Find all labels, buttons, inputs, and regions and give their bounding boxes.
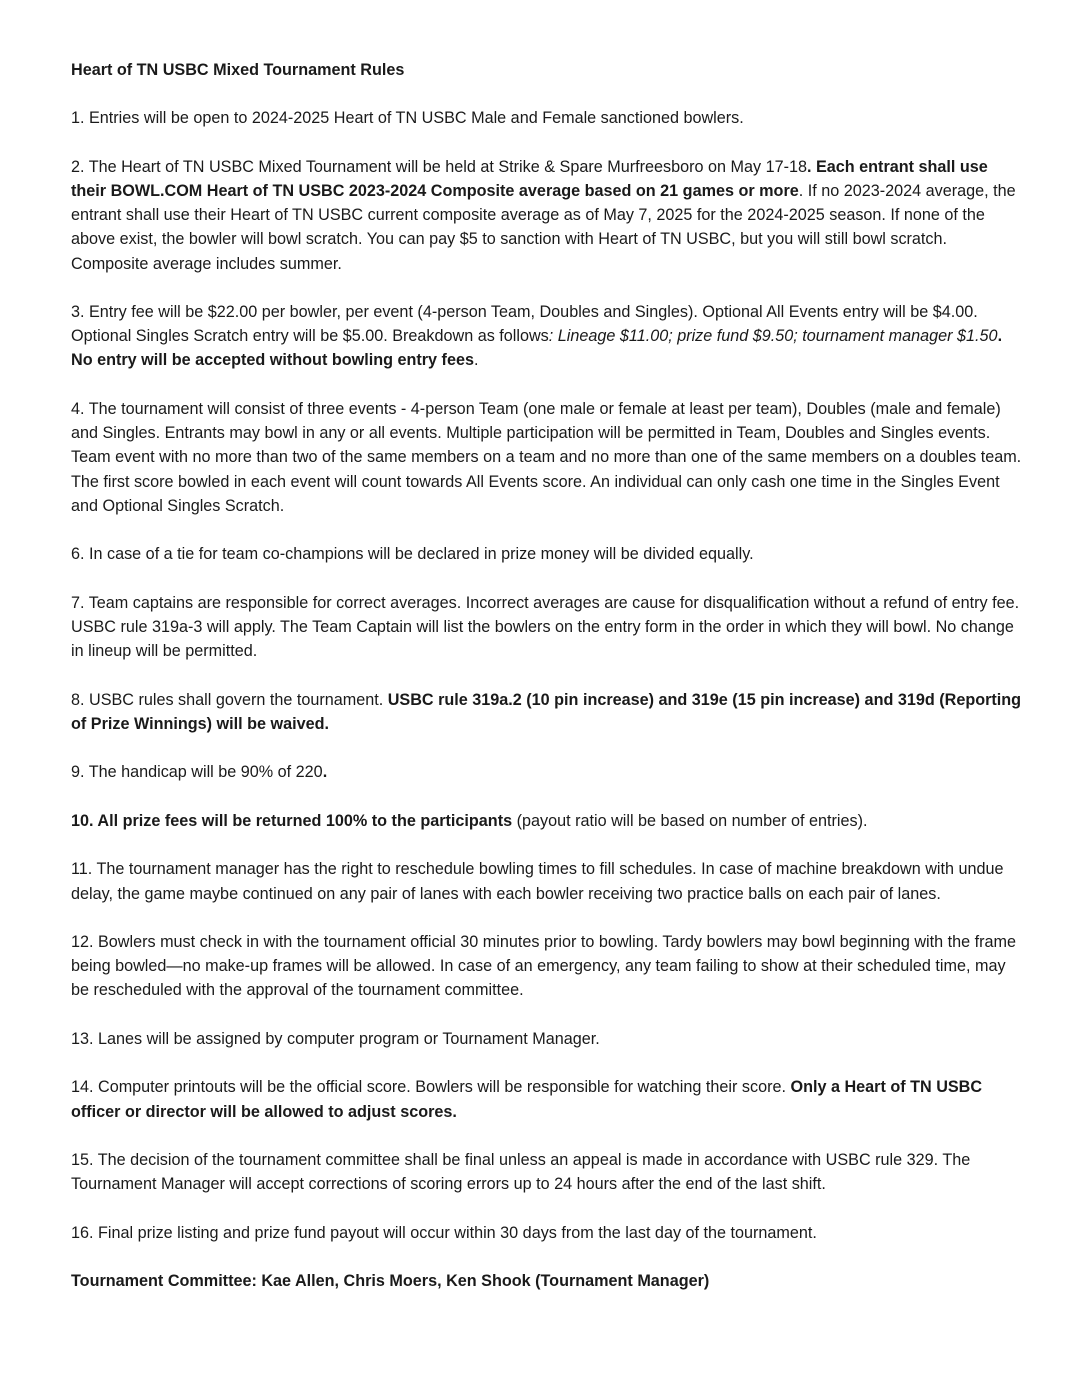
rule-text-segment: 9. The handicap will be 90% of 220: [71, 763, 323, 782]
rule-r10: [71, 809, 1026, 833]
rule-text-segment: 4. The tournament will consist of three events - 4-person Team (one male or female at least per team), Doubles (male and female) and Singles. Entrants may bowl in any or all events. Multiple participation will be permitted in Team, Doubles and Singles events. Team event with no more than two of the same members on a team and no more than one of the same members on a doubles team. The first score bowled in each event will count towards All Events score. An individual can only cash one time in the Singles Event and Optional Singles Scratch.: [71, 399, 1022, 515]
document-page: [71, 58, 1026, 1294]
rule-text-segment: 8. USBC rules shall govern the tournament.: [71, 690, 388, 709]
rule-text-segment: 12. Bowlers must check in with the tournament official 30 minutes prior to bowling. Tardy bowlers may bowl beginning with the frame being bowled—no make-up frames will be allowed. In case of an emergency, any team failing to show at their scheduled time, may be rescheduled with the approval of the tournament committee.: [71, 933, 1017, 1000]
rules-list: [71, 106, 1026, 1245]
rule-text-segment: : Lineage $11.00; prize fund $9.50; tournament manager $1.50: [548, 327, 998, 346]
rule-text-segment: 1. Entries will be open to 2024-2025 Heart of TN USBC Male and Female sanctioned bowlers.: [71, 109, 744, 128]
rule-text-segment: 6. In case of a tie for team co-champions will be declared in prize money will be divided equally.: [71, 545, 754, 564]
rule-r9: [71, 760, 1026, 784]
rule-r1: [71, 106, 1026, 130]
document-title: Heart of TN USBC Mixed Tournament Rules: [71, 61, 405, 79]
rule-text-segment: 14. Computer printouts will be the official score. Bowlers will be responsible for watching their score.: [71, 1078, 791, 1097]
committee-line: Tournament Committee: Kae Allen, Chris Moers, Ken Shook (Tournament Manager): [71, 1272, 710, 1291]
rule-r11: [71, 857, 1026, 905]
rule-r3: [71, 300, 1026, 373]
rule-text-segment: 11. The tournament manager has the right to reschedule bowling times to fill schedules. In case of machine breakdown with undue delay, the game maybe continued on any pair of lanes with each bowler receiving two practice balls on each pair of lanes.: [71, 860, 1004, 903]
rule-text-segment: 16. Final prize listing and prize fund payout will occur within 30 days from the last day of the tournament.: [71, 1223, 817, 1242]
rule-text-segment: . No entry will be accepted without bowling entry fees: [71, 327, 1003, 370]
rule-r7: [71, 591, 1026, 664]
rule-text-segment: (payout ratio will be based on number of entries).: [512, 811, 868, 830]
rule-r2: [71, 155, 1026, 276]
rule-text-segment: Only a Heart of TN USBC officer or director will be allowed to adjust scores.: [71, 1078, 983, 1121]
rule-text-segment: .: [322, 763, 328, 782]
rule-text-segment: . If no 2023-2024 average, the entrant shall use their Heart of TN USBC current composite average as of May 7, 2025 for the 2024-2025 season. If none of the above exist, the bowler will bowl scratch. You can pay $5 to sanction with Heart of TN USBC, but you will still bowl scratch. Composite average includes summer.: [71, 181, 1016, 273]
rule-text-segment: 10. All prize fees will be returned 100% to the participants: [71, 811, 513, 830]
rule-text-segment: 7. Team captains are responsible for correct averages. Incorrect averages are cause for disqualification without a refund of entry fee. USBC rule 319a-3 will apply. The Team Captain will list the bowlers on the entry form in the order in which they will bowl. No change in lineup will be permitted.: [71, 593, 1020, 661]
rule-r13: [71, 1027, 1026, 1051]
rule-r16: [71, 1221, 1026, 1245]
rule-text-segment: .: [473, 351, 479, 370]
rule-text-segment: 2. The Heart of TN USBC Mixed Tournament will be held at Strike & Spare Murfreesboro on May 17-18: [71, 157, 807, 176]
rule-text-segment: 3. Entry fee will be $22.00 per bowler, per event (4-person Team, Doubles and Singles). Optional All Events entry will be $4.00. Optional Singles Scratch entry will be $5.00. Breakdown as follows: [71, 303, 978, 346]
rule-r12: [71, 930, 1026, 1003]
rule-r14: [71, 1075, 1026, 1123]
rule-text-segment: . Each entrant shall use their BOWL.COM Heart of TN USBC 2023-2024 Composite average based on 21 games or more: [71, 157, 988, 200]
rule-r4: [71, 397, 1026, 518]
rule-text-segment: 13. Lanes will be assigned by computer program or Tournament Manager.: [71, 1029, 600, 1048]
rule-r6: [71, 542, 1026, 566]
rule-text-segment: USBC rule 319a.2 (10 pin increase) and 319e (15 pin increase) and 319d (Reporting of Prize Winnings) will be waived.: [71, 690, 1022, 733]
rule-r15: [71, 1148, 1026, 1196]
rule-text-segment: 15. The decision of the tournament committee shall be final unless an appeal is made in accordance with USBC rule 329. The Tournament Manager will accept corrections of scoring errors up to 24 hours after the end of the last shift.: [71, 1151, 971, 1194]
rule-r8: [71, 688, 1026, 736]
